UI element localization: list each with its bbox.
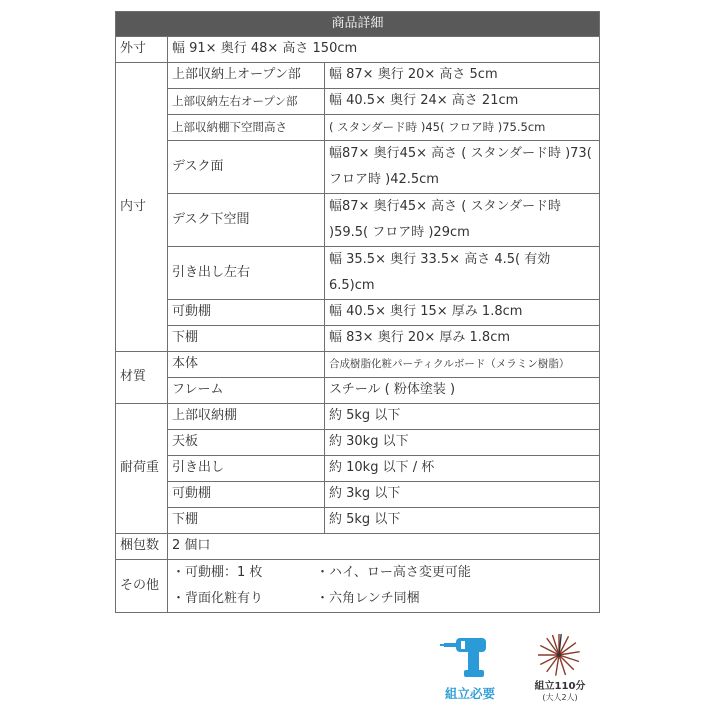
interior-row-name: 上部収納棚下空間高さ [168, 115, 325, 141]
material-row-name: フレーム [168, 378, 325, 404]
other-notes [168, 560, 600, 613]
material-row-value: スチール ( 粉体塗装 ) [325, 378, 600, 404]
material-label: 材質 [116, 352, 168, 404]
interior-row-value: 幅87× 奥行45× 高さ ( スタンダード時 )59.5( フロア時 )29cm [325, 194, 600, 247]
assembly-people: (大人2人) [542, 693, 578, 702]
interior-row-value: 幅 83× 奥行 20× 厚み 1.8cm [325, 326, 600, 352]
load-row-value: 約 3kg 以下 [325, 482, 600, 508]
load-row-value: 約 10kg 以下 / 杯 [325, 456, 600, 482]
load-label: 耐荷重 [116, 404, 168, 534]
material-row-name: 本体 [168, 352, 325, 378]
interior-row-name: 可動棚 [168, 300, 325, 326]
power-drill-icon [440, 630, 500, 680]
interior-row-value: 幅87× 奥行45× 高さ ( スタンダード時 )73( フロア時 )42.5cm [325, 141, 600, 194]
exterior-label: 外寸 [116, 37, 168, 63]
exterior-value: 幅 91× 奥行 48× 高さ 150cm [168, 37, 600, 63]
load-row-name: 天板 [168, 430, 325, 456]
assembly-required-label: 組立必要 [444, 686, 495, 701]
table-title: 商品詳細 [116, 12, 600, 37]
load-row-name: 上部収納棚 [168, 404, 325, 430]
interior-row-value: 幅 40.5× 奥行 15× 厚み 1.8cm [325, 300, 600, 326]
assembly-time-label [522, 681, 598, 703]
other-note: ・可動棚：1 枚 [172, 564, 263, 580]
interior-row-name: デスク下空間 [168, 194, 325, 247]
interior-row-name: 上部収納上オープン部 [168, 63, 325, 89]
load-row-name: 引き出し [168, 456, 325, 482]
packages-label: 梱包数 [116, 534, 168, 560]
interior-row-name: 上部収納左右オープン部 [168, 89, 325, 115]
interior-row-name: デスク面 [168, 141, 325, 194]
interior-row-value: 幅 35.5× 奥行 33.5× 高さ 4.5( 有効 6.5)cm [325, 247, 600, 300]
load-row-name: 可動棚 [168, 482, 325, 508]
other-note: ・六角レンチ同梱 [316, 590, 420, 606]
assembly-badges [430, 628, 610, 713]
interior-row-value: ( スタンダード時 )45( フロア時 )75.5cm [325, 115, 600, 141]
other-note: ・ハイ、ロー高さ変更可能 [316, 564, 471, 580]
interior-row-value: 幅 87× 奥行 20× 高さ 5cm [325, 63, 600, 89]
packages-value: 2 個口 [168, 534, 600, 560]
load-row-value: 約 5kg 以下 [325, 404, 600, 430]
interior-row-name: 下棚 [168, 326, 325, 352]
clock-icon [536, 632, 582, 678]
load-row-value: 約 30kg 以下 [325, 430, 600, 456]
assembly-time: 組立110分 [534, 681, 586, 692]
load-row-value: 約 5kg 以下 [325, 508, 600, 534]
interior-row-value: 幅 40.5× 奥行 24× 高さ 21cm [325, 89, 600, 115]
load-row-name: 下棚 [168, 508, 325, 534]
material-row-value: 合成樹脂化粧パーティクルボード（メラミン樹脂） [325, 352, 600, 378]
product-detail-table [115, 11, 600, 613]
interior-row-name: 引き出し左右 [168, 247, 325, 300]
other-label: その他 [116, 560, 168, 613]
interior-label: 内寸 [116, 63, 168, 352]
other-note: ・背面化粧有り [172, 590, 264, 606]
